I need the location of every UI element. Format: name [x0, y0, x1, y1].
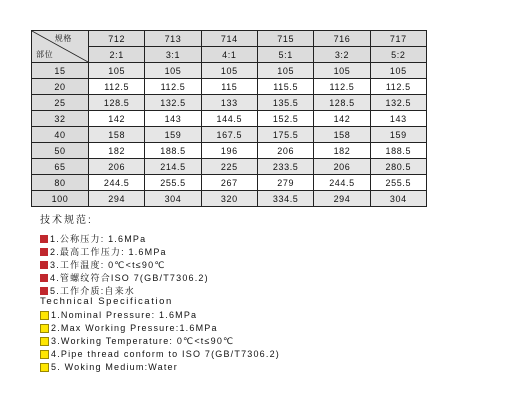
red-square-bullet-icon [40, 274, 48, 282]
spec-table [31, 30, 427, 207]
size-cell: 100 [32, 191, 89, 207]
table-row [32, 159, 427, 175]
header-row-models [32, 31, 427, 47]
value-cell: 152.5 [257, 111, 313, 127]
yellow-square-bullet-icon [40, 324, 49, 333]
value-cell: 158 [314, 127, 370, 143]
value-cell: 143 [370, 111, 426, 127]
cn-spec-text: 4.管螺纹符合ISO 7(GB/T7306.2) [50, 273, 209, 283]
size-cell: 40 [32, 127, 89, 143]
value-cell: 112.5 [370, 79, 426, 95]
corner-label-part: 部位 [36, 50, 54, 59]
value-cell: 304 [370, 191, 426, 207]
red-square-bullet-icon [40, 235, 48, 243]
value-cell: 320 [201, 191, 257, 207]
value-cell: 334.5 [257, 191, 313, 207]
value-cell: 233.5 [257, 159, 313, 175]
ratio-header: 3:2 [314, 47, 370, 63]
ratio-header: 5:1 [257, 47, 313, 63]
table-row [32, 143, 427, 159]
value-cell: 255.5 [370, 175, 426, 191]
cn-spec-text: 1.公称压力: 1.6MPa [50, 234, 147, 244]
value-cell: 225 [201, 159, 257, 175]
value-cell: 206 [314, 159, 370, 175]
yellow-square-bullet-icon [40, 350, 49, 359]
value-cell: 105 [370, 63, 426, 79]
value-cell: 255.5 [145, 175, 201, 191]
value-cell: 132.5 [370, 95, 426, 111]
value-cell: 128.5 [314, 95, 370, 111]
en-spec-text: 3.Working Temperature: 0℃<t≤90℃ [51, 336, 235, 346]
value-cell: 115 [201, 79, 257, 95]
value-cell: 105 [201, 63, 257, 79]
cn-spec-item [40, 232, 146, 245]
value-cell: 112.5 [314, 79, 370, 95]
size-cell: 25 [32, 95, 89, 111]
yellow-square-bullet-icon [40, 311, 49, 320]
value-cell: 105 [89, 63, 145, 79]
value-cell: 167.5 [201, 127, 257, 143]
cn-spec-item [40, 271, 209, 284]
table-row [32, 191, 427, 207]
table-corner-cell [32, 31, 89, 63]
value-cell: 267 [201, 175, 257, 191]
model-header: 715 [257, 31, 313, 47]
ratio-header: 5:2 [370, 47, 426, 63]
value-cell: 135.5 [257, 95, 313, 111]
value-cell: 214.5 [145, 159, 201, 175]
value-cell: 105 [257, 63, 313, 79]
model-header: 716 [314, 31, 370, 47]
value-cell: 159 [370, 127, 426, 143]
value-cell: 182 [89, 143, 145, 159]
en-spec-item [40, 323, 218, 333]
cn-spec-text: 5.工作介质:自来水 [50, 286, 136, 296]
corner-label-spec: 规格 [54, 34, 72, 43]
value-cell: 132.5 [145, 95, 201, 111]
en-spec-item [40, 362, 178, 372]
value-cell: 188.5 [370, 143, 426, 159]
size-cell: 65 [32, 159, 89, 175]
ratio-header: 3:1 [145, 47, 201, 63]
en-spec-text: 4.Pipe thread conform to ISO 7(GB/T7306.2) [51, 349, 280, 359]
value-cell: 144.5 [201, 111, 257, 127]
size-cell: 20 [32, 79, 89, 95]
model-header: 712 [89, 31, 145, 47]
en-spec-item [40, 349, 280, 359]
yellow-square-bullet-icon [40, 337, 49, 346]
value-cell: 280.5 [370, 159, 426, 175]
value-cell: 112.5 [145, 79, 201, 95]
model-header: 717 [370, 31, 426, 47]
table-row [32, 111, 427, 127]
value-cell: 159 [145, 127, 201, 143]
cn-spec-text: 2.最高工作压力: 1.6MPa [50, 247, 167, 257]
red-square-bullet-icon [40, 261, 48, 269]
en-spec-item [40, 336, 234, 347]
size-cell: 32 [32, 111, 89, 127]
yellow-square-bullet-icon [40, 363, 49, 372]
cn-spec-title: 技术规范: [40, 215, 93, 226]
en-spec-text: 1.Nominal Pressure: 1.6MPa [51, 310, 198, 320]
cn-spec-text: 3.工作温度: 0℃<t≤90℃ [50, 260, 166, 270]
table-row [32, 95, 427, 111]
cn-spec-item [40, 258, 166, 271]
model-header: 714 [201, 31, 257, 47]
cn-spec-item [40, 245, 167, 258]
en-spec-item [40, 310, 197, 320]
red-square-bullet-icon [40, 248, 48, 256]
value-cell: 182 [314, 143, 370, 159]
en-spec-text: 2.Max Working Pressure:1.6MPa [51, 323, 218, 333]
value-cell: 304 [145, 191, 201, 207]
value-cell: 196 [201, 143, 257, 159]
table-row [32, 127, 427, 143]
value-cell: 142 [314, 111, 370, 127]
size-cell: 50 [32, 143, 89, 159]
table-row [32, 63, 427, 79]
table-row [32, 175, 427, 191]
model-header: 713 [145, 31, 201, 47]
en-spec-text: 5. Woking Medium:Water [51, 362, 178, 372]
value-cell: 105 [145, 63, 201, 79]
size-cell: 80 [32, 175, 89, 191]
value-cell: 244.5 [89, 175, 145, 191]
red-square-bullet-icon [40, 287, 48, 295]
value-cell: 294 [314, 191, 370, 207]
value-cell: 112.5 [89, 79, 145, 95]
ratio-header: 4:1 [201, 47, 257, 63]
value-cell: 175.5 [257, 127, 313, 143]
size-cell: 15 [32, 63, 89, 79]
value-cell: 115.5 [257, 79, 313, 95]
value-cell: 294 [89, 191, 145, 207]
value-cell: 105 [314, 63, 370, 79]
value-cell: 188.5 [145, 143, 201, 159]
table-row [32, 79, 427, 95]
value-cell: 206 [89, 159, 145, 175]
value-cell: 142 [89, 111, 145, 127]
value-cell: 279 [257, 175, 313, 191]
value-cell: 158 [89, 127, 145, 143]
value-cell: 128.5 [89, 95, 145, 111]
header-row-ratios [32, 47, 427, 63]
value-cell: 143 [145, 111, 201, 127]
value-cell: 133 [201, 95, 257, 111]
value-cell: 244.5 [314, 175, 370, 191]
ratio-header: 2:1 [89, 47, 145, 63]
value-cell: 206 [257, 143, 313, 159]
en-spec-title: Technical Specification [40, 296, 173, 307]
